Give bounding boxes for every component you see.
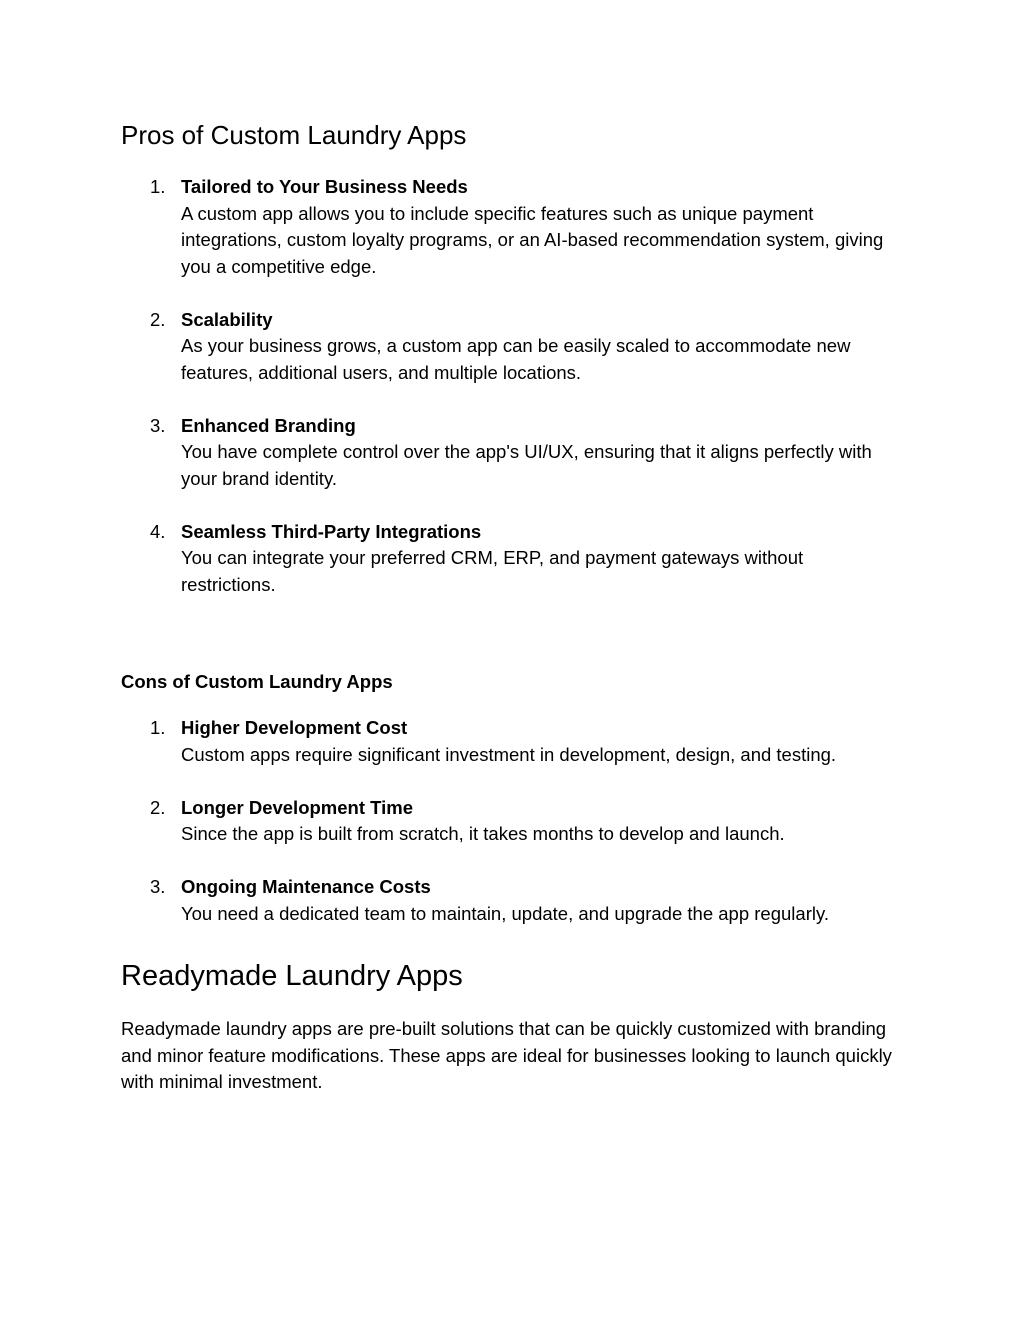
list-item-description: A custom app allows you to include specific features such as unique payment integrations, custom loyalty programs, or an AI-based recommendation system, giving you a competitive edge. (181, 202, 884, 277)
list-item-title: Scalability (181, 308, 273, 330)
list-number: 3. (150, 876, 166, 897)
list-item-description: You can integrate your preferred CRM, ERP, and payment gateways without restrictions. (181, 547, 804, 595)
pros-list-item (121, 413, 901, 493)
cons-list (121, 715, 901, 927)
list-item-description: You need a dedicated team to maintain, update, and upgrade the app regularly. (181, 902, 829, 924)
list-item-title: Seamless Third-Party Integrations (181, 520, 482, 542)
list-number: 1. (150, 176, 166, 197)
pros-list-item (121, 307, 901, 387)
list-item-title: Higher Development Cost (181, 717, 408, 738)
list-item-title: Tailored to Your Business Needs (181, 176, 468, 197)
readymade-paragraph: Readymade laundry apps are pre-built solutions that can be quickly customized with branding and minor feature modifications. These apps are ideal for businesses looking to launch quickly with minimal investment. (121, 1018, 892, 1092)
pros-list-item (121, 519, 901, 599)
pros-list (121, 174, 901, 598)
list-item-description: Since the app is built from scratch, it takes months to develop and launch. (181, 823, 785, 844)
list-item-description: Custom apps require significant investment in development, design, and testing. (181, 743, 837, 765)
list-number: 2. (150, 308, 166, 330)
cons-list-item (121, 874, 901, 927)
cons-heading: Cons of Custom Laundry Apps (121, 671, 393, 692)
list-number: 1. (150, 717, 166, 738)
cons-list-item (121, 795, 901, 848)
cons-list-item (121, 715, 901, 768)
readymade-heading: Readymade Laundry Apps (121, 960, 463, 992)
list-item-title: Ongoing Maintenance Costs (181, 876, 431, 897)
list-item-description: As your business grows, a custom app can be easily scaled to accommodate new features, additional users, and multiple locations. (181, 335, 851, 383)
list-item-title: Enhanced Branding (181, 414, 356, 436)
list-number: 3. (150, 414, 166, 436)
list-number: 2. (150, 796, 166, 818)
pros-list-item (121, 174, 901, 280)
pros-heading: Pros of Custom Laundry Apps (121, 120, 467, 150)
list-number: 4. (150, 520, 166, 542)
list-item-description: You have complete control over the app's UI/UX, ensuring that it aligns perfectly with your brand identity. (181, 441, 872, 489)
list-item-title: Longer Development Time (181, 796, 413, 818)
